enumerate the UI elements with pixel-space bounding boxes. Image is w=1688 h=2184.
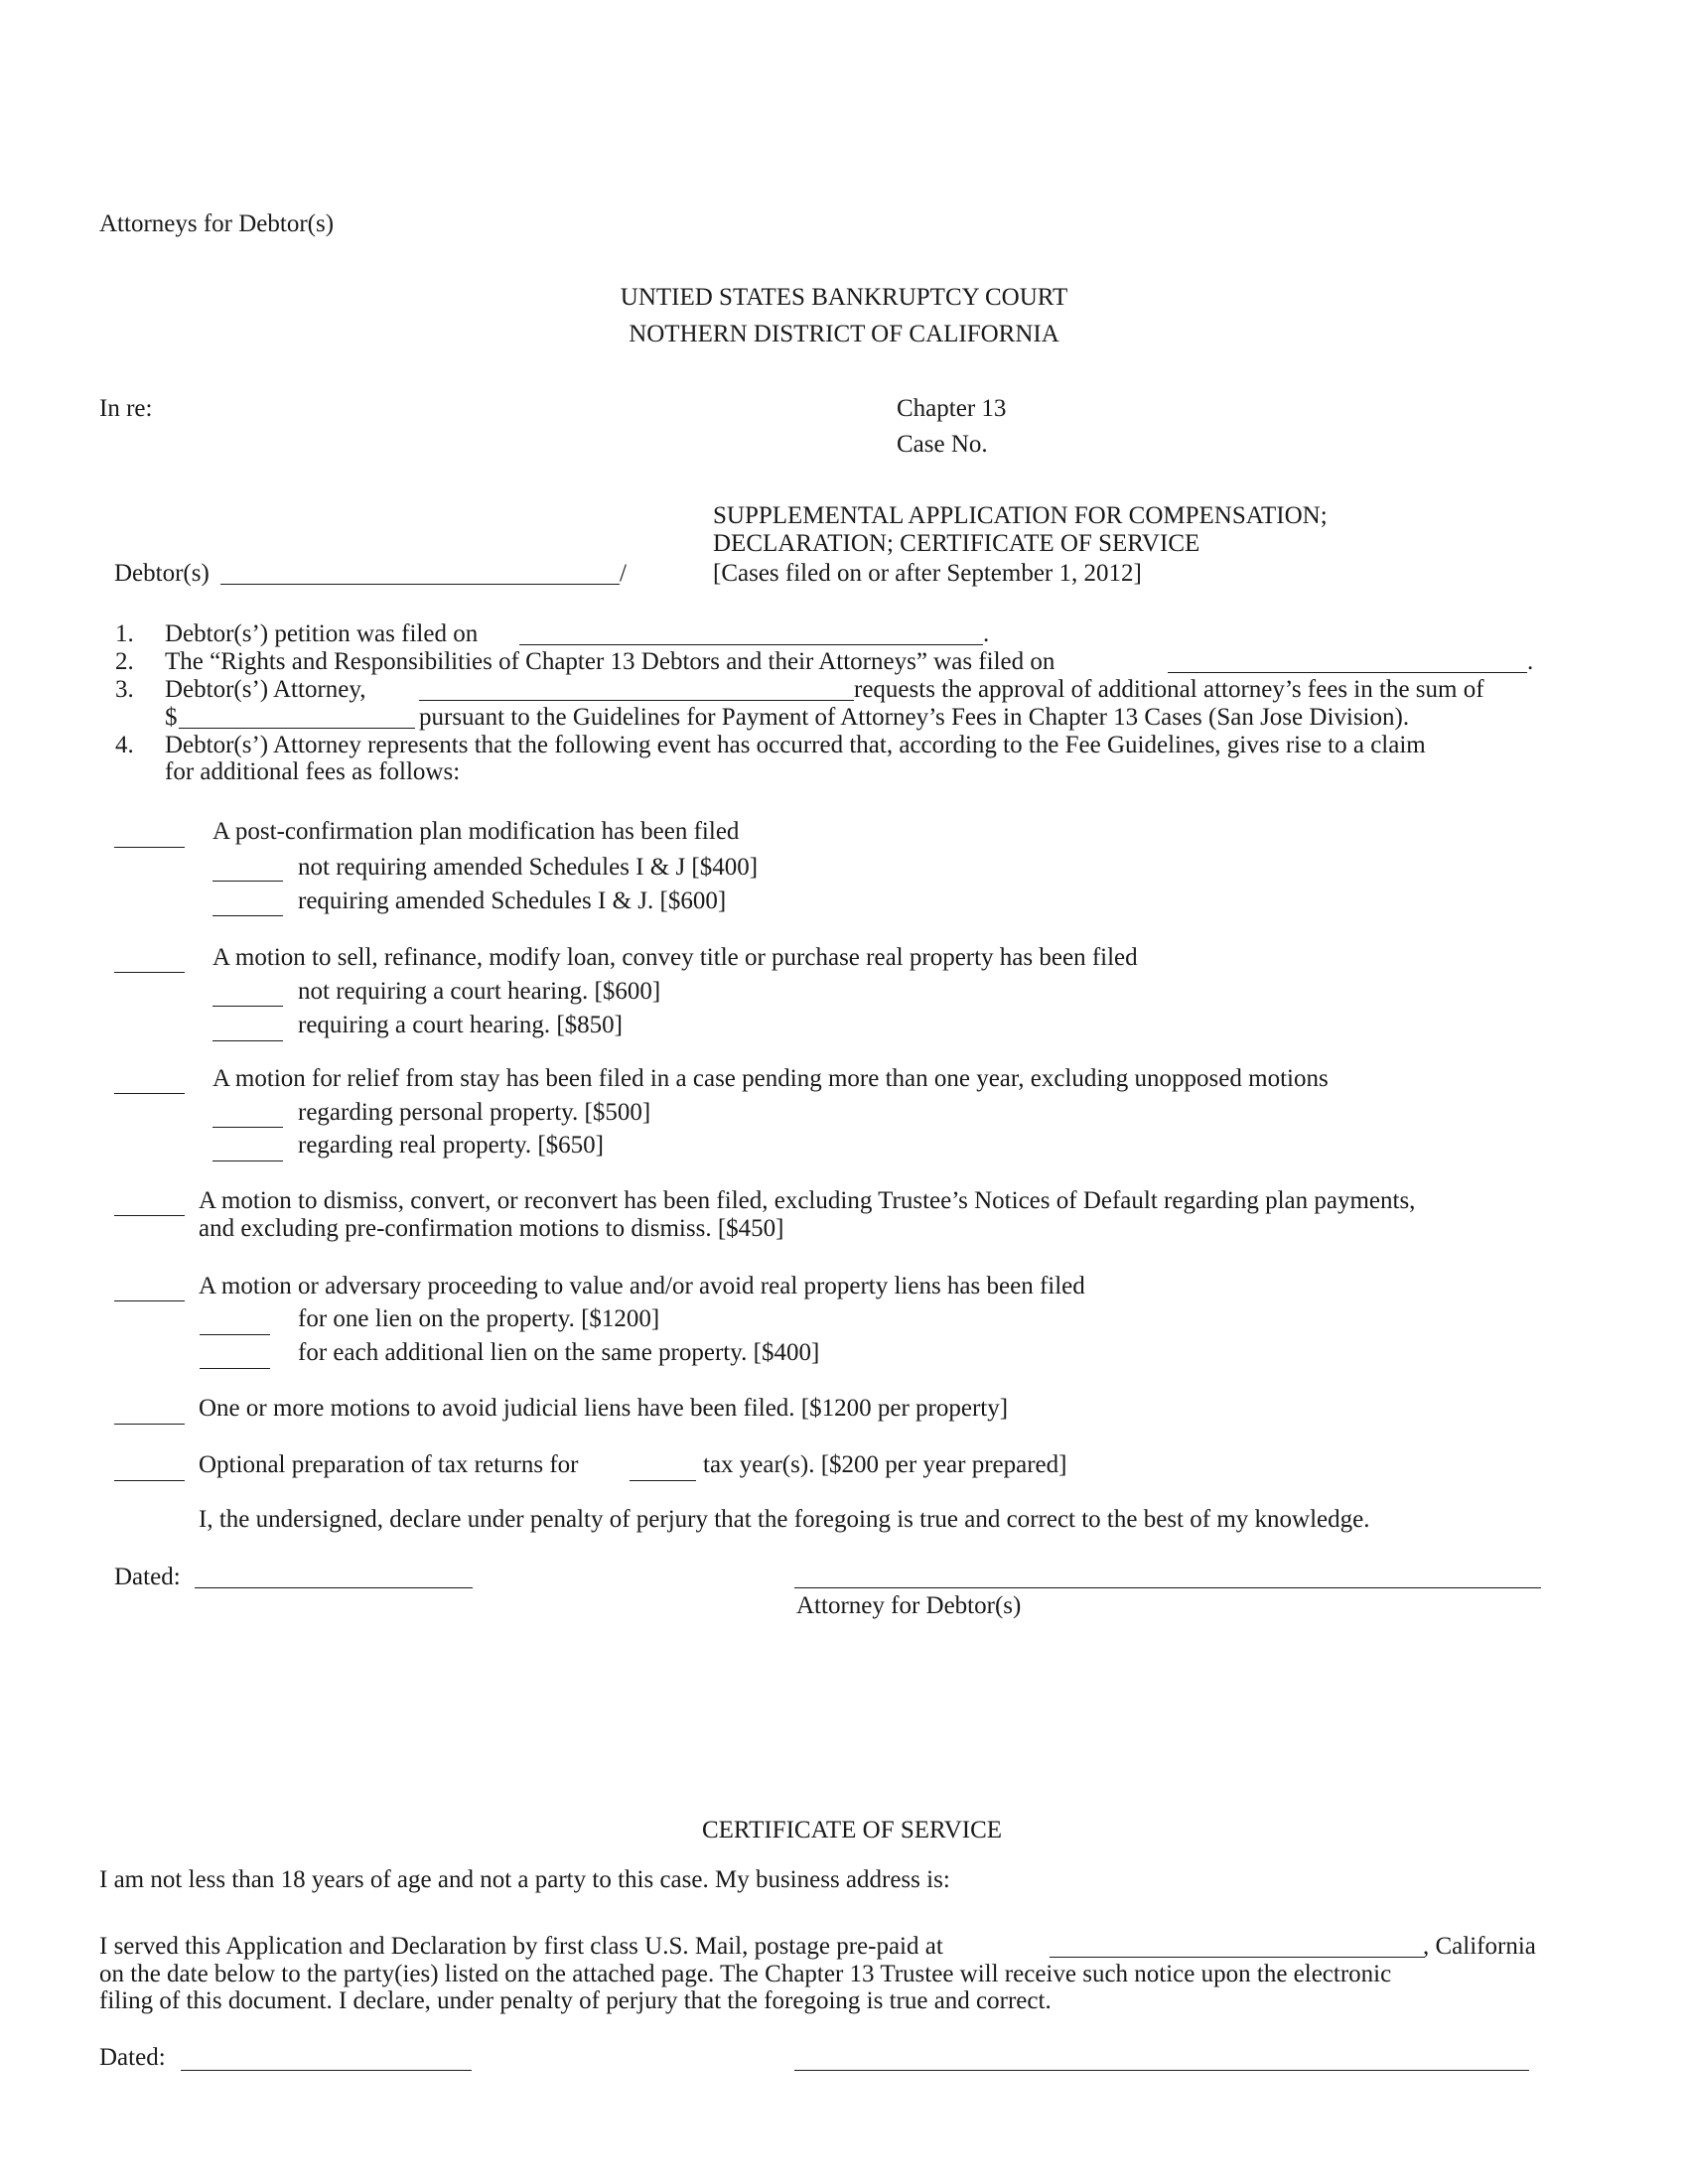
event-3b-checkbox-line[interactable] xyxy=(212,1160,283,1161)
event-1b-text: requiring amended Schedules I & J. [$600] xyxy=(298,887,727,914)
certificate-p2-line3: filing of this document. I declare, under penalty of perjury that the foregoing is true and correct. xyxy=(99,1987,1052,2014)
document-title-line1: SUPPLEMENTAL APPLICATION FOR COMPENSATION; xyxy=(713,502,1328,529)
mailing-city-line[interactable] xyxy=(1050,1957,1425,1958)
declaration-dated-label: Dated: xyxy=(114,1564,181,1590)
certificate-p2-b: , California xyxy=(1423,1933,1536,1960)
event-3-checkbox-line[interactable] xyxy=(114,1093,185,1094)
signature-label: Attorney for Debtor(s) xyxy=(796,1592,1022,1619)
event-2-checkbox-line[interactable] xyxy=(114,972,185,973)
debtors-name-line[interactable] xyxy=(220,584,620,585)
item-3-text-c: pursuant to the Guidelines for Payment of Attorney’s Fees in Chapter 13 Cases (San Jose Division). xyxy=(419,704,1410,731)
attorneys-label: Attorneys for Debtor(s) xyxy=(99,210,335,237)
item-2-period: . xyxy=(1527,648,1534,675)
event-7-checkbox-line[interactable] xyxy=(114,1480,185,1481)
event-3b-text: regarding real property. [$650] xyxy=(298,1132,604,1159)
event-6-text: One or more motions to avoid judicial liens have been filed. [$1200 per property] xyxy=(199,1395,1009,1422)
item-3-text-a: Debtor(s’) Attorney, xyxy=(165,676,366,703)
event-1b-checkbox-line[interactable] xyxy=(212,915,283,916)
event-2b-checkbox-line[interactable] xyxy=(212,1040,283,1041)
certificate-title: CERTIFICATE OF SERVICE xyxy=(701,1817,1003,1843)
declaration-text: I, the undersigned, declare under penalty of perjury that the foregoing is true and correct to the best of my knowledge. xyxy=(199,1506,1370,1533)
event-2a-text: not requiring a court hearing. [$600] xyxy=(298,978,661,1005)
item-4-number: 4. xyxy=(115,732,134,758)
item-3-dollar: $ xyxy=(165,704,178,731)
item-1-period: . xyxy=(983,620,990,647)
event-7-text-b: tax year(s). [$200 per year prepared] xyxy=(703,1451,1067,1478)
attorney-signature-line[interactable] xyxy=(794,1587,1541,1588)
event-4-line2: and excluding pre-confirmation motions to dismiss. [$450] xyxy=(199,1215,784,1242)
item-3-number: 3. xyxy=(115,676,134,703)
item-2-text: The “Rights and Responsibilities of Chapter 13 Debtors and their Attorneys” was filed on xyxy=(165,648,1055,675)
item-2-number: 2. xyxy=(115,648,134,675)
event-2a-checkbox-line[interactable] xyxy=(212,1006,283,1007)
certificate-dated-label: Dated: xyxy=(99,2044,166,2071)
certificate-date-line[interactable] xyxy=(181,2070,472,2071)
tax-years-line[interactable] xyxy=(630,1480,696,1481)
event-3a-checkbox-line[interactable] xyxy=(212,1127,283,1128)
event-5b-text: for each additional lien on the same property. [$400] xyxy=(298,1339,820,1366)
certificate-line1: I am not less than 18 years of age and not a party to this case. My business address is: xyxy=(99,1866,950,1893)
petition-date-line[interactable] xyxy=(519,644,983,645)
event-7-text-a: Optional preparation of tax returns for xyxy=(199,1451,579,1478)
chapter-label: Chapter 13 xyxy=(897,395,1007,422)
item-1-number: 1. xyxy=(115,620,134,647)
event-5-checkbox-line[interactable] xyxy=(114,1300,185,1301)
certificate-p2-a: I served this Application and Declaration by first class U.S. Mail, postage pre-paid at xyxy=(99,1933,943,1960)
declaration-date-line[interactable] xyxy=(195,1587,473,1588)
event-1-text: A post-confirmation plan modification has been filed xyxy=(212,818,740,845)
event-5-text: A motion or adversary proceeding to value and/or avoid real property liens has been filed xyxy=(199,1273,1085,1299)
caption-slash: / xyxy=(620,560,627,587)
event-4-line1: A motion to dismiss, convert, or reconvert has been filed, excluding Trustee’s Notices of Default regarding plan payments, xyxy=(199,1187,1416,1214)
attorney-name-line[interactable] xyxy=(419,700,854,701)
event-4-checkbox-line[interactable] xyxy=(114,1215,185,1216)
item-3-text-b: requests the approval of additional attorney’s fees in the sum of xyxy=(854,676,1484,703)
certificate-signature-line[interactable] xyxy=(794,2070,1529,2071)
document-title-line3: [Cases filed on or after September 1, 2012] xyxy=(713,560,1142,587)
event-3a-text: regarding personal property. [$500] xyxy=(298,1099,651,1126)
event-1-checkbox-line[interactable] xyxy=(114,847,185,848)
fee-amount-line[interactable] xyxy=(179,728,415,729)
court-name-line2: NOTHERN DISTRICT OF CALIFORNIA xyxy=(629,321,1059,347)
in-re-label: In re: xyxy=(99,395,153,422)
debtors-label: Debtor(s) xyxy=(114,560,210,587)
rights-filed-date-line[interactable] xyxy=(1168,672,1527,673)
event-2-text: A motion to sell, refinance, modify loan, convey title or purchase real property has been filed xyxy=(212,944,1138,971)
event-1a-text: not requiring amended Schedules I & J [$400] xyxy=(298,854,759,881)
court-name-line1: UNTIED STATES BANKRUPTCY COURT xyxy=(620,284,1068,311)
event-1a-checkbox-line[interactable] xyxy=(212,881,283,882)
item-4-line1: Debtor(s’) Attorney represents that the following event has occurred that, according to the Fee Guidelines, gives rise to a claim xyxy=(165,732,1426,758)
event-5b-checkbox-line[interactable] xyxy=(200,1368,270,1369)
item-1-text: Debtor(s’) petition was filed on xyxy=(165,620,479,647)
event-3-text: A motion for relief from stay has been filed in a case pending more than one year, excluding unopposed motions xyxy=(212,1065,1329,1092)
certificate-p2-line2: on the date below to the party(ies) listed on the attached page. The Chapter 13 Trustee will receive such notice upon the electronic xyxy=(99,1961,1392,1987)
event-2b-text: requiring a court hearing. [$850] xyxy=(298,1012,623,1038)
event-6-checkbox-line[interactable] xyxy=(114,1424,185,1425)
document-title-line2: DECLARATION; CERTIFICATE OF SERVICE xyxy=(713,530,1200,557)
case-no-label: Case No. xyxy=(897,431,988,458)
event-5a-text: for one lien on the property. [$1200] xyxy=(298,1305,660,1332)
item-4-line2: for additional fees as follows: xyxy=(165,758,461,785)
event-5a-checkbox-line[interactable] xyxy=(200,1334,270,1335)
